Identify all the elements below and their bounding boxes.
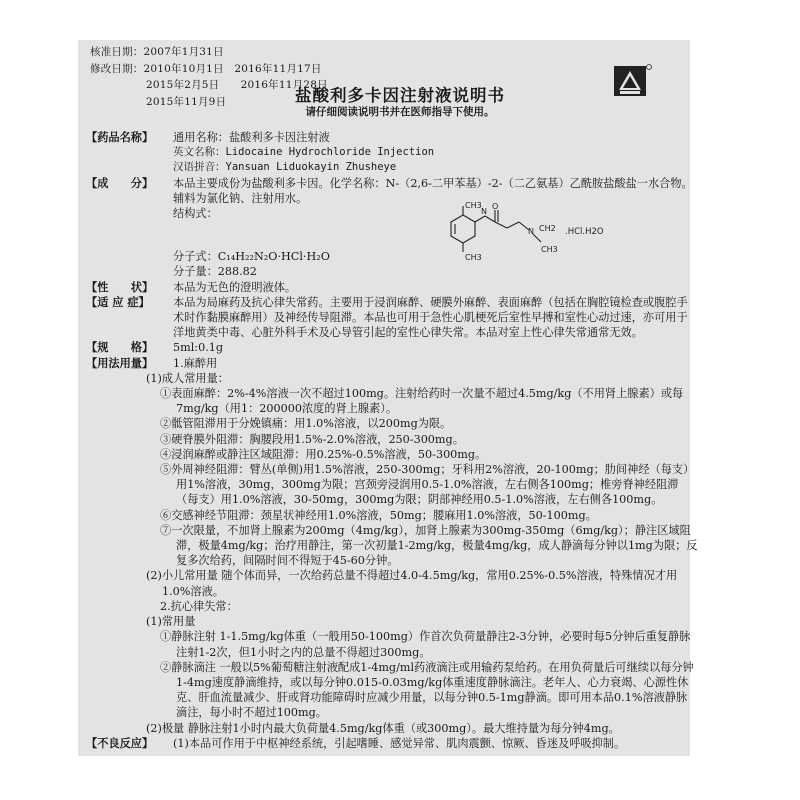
generic-name: 通用名称：盐酸利多卡因注射液: [173, 131, 330, 144]
usage-item: ⑤外周神经阻滞：臂丛(单侧)用1.5%溶液，250-300mg；牙科用2%溶液，20-100mg；肋间神经（每支）用1%溶液，30mg，300mg为限；宫颈旁浸润用0.5-1.0%溶液，左右侧各100mg；椎旁脊神经阻滞（每支）用1.0%溶液，30-50mg，300mg为限；阴部神经用0.5-1.0%溶液，左右侧各100mg。: [160, 463, 695, 507]
structure-label: 结构式：: [173, 207, 218, 221]
structural-formula: [443, 200, 643, 264]
character-text: 本品为无色的澄明液体。: [173, 280, 297, 294]
usage-item: ②骶管阻滞用于分娩镇痛：用1.0%溶液，以200mg为限。: [160, 417, 452, 431]
arrhythmia-item: ②静脉滴注 一般以5%葡萄糖注射液配成1-4mg/ml药液滴注或用输药泵给药。在用负荷量后可继续以每分钟1-4mg速度静滴维持，或以每分钟0.015-0.03mg/kg体重速度静脉滴注。老年人、心力衰竭、心源性休克、肝血流量减少、肝或肾功能障碍时应减少用量，以每分钟0.5-1mg静滴。即可用本品0.1%溶液静脉滴注，每小时不超过100mg。: [160, 660, 694, 720]
section-label: 【成 分】: [86, 175, 154, 190]
spec-text: 5ml:0.1g: [173, 341, 224, 355]
section-label: 【用法用量】: [86, 355, 154, 370]
approve-date-line: 核准日期：2007年1月31日: [90, 46, 224, 58]
section-character: [86, 280, 698, 295]
section-label: 【规 格】: [86, 340, 154, 355]
pinyin-name: 汉语拼音：Yansuan Liduokayin Zhusheye: [173, 161, 397, 174]
modify-date-line-2: 2015年2月5日 2016年11月28日: [146, 79, 328, 91]
section-spec: [86, 340, 698, 355]
adult-dose-heading: (1)成人常用量：: [146, 371, 229, 385]
section-indications: [86, 295, 698, 341]
svg-text:O: O: [492, 202, 499, 211]
usage-heading-anesthesia: 1.麻醉用: [173, 356, 218, 370]
arrhythmia-item: ①静脉注射 1-1.5mg/kg体重（一般用50-100mg）作首次负荷量静注2-3分钟，必要时每5分钟后重复静脉注射1-2次，但1小时之内的总量不得超过300mg。: [160, 630, 691, 659]
struct-salt: .HCl.H2O: [565, 227, 604, 237]
common-dose-heading: (1)常用量: [146, 615, 196, 629]
usage-item: ④浸润麻醉或静注区域阻滞：用0.25%-0.5%溶液，50-300mg。: [160, 447, 487, 461]
modify-date-line-3: 2015年11月9日: [146, 95, 227, 108]
usage-item: ⑦一次限量，不加肾上腺素为200mg（4mg/kg），加肾上腺素为300mg-350mg（6mg/kg）；静注区域阻滞，极量4mg/kg；治疗用静注，第一次初量1-2mg/kg，极量4mg/kg，成人静滴每分钟以1mg为限；反复多次给药，间隔时间不得短于45-60分钟。: [160, 523, 698, 568]
adverse-text: (1)本品可作用于中枢神经系统，引起嗜睡、感觉异常、肌肉震颤、惊厥、昏迷及呼吸抑制。: [173, 736, 626, 750]
section-label: 【性 状】: [86, 279, 154, 294]
document-title: 盐酸利多卡因注射液说明书: [295, 86, 505, 105]
section-label: 【不良反应】: [86, 735, 154, 750]
molecular-weight: 分子量：288.82: [173, 265, 257, 279]
section-adverse: [86, 736, 698, 751]
composition-text: 本品主要成份为盐酸利多卡因。化学名称：N-（2,6-二甲苯基）-2-（二乙氨基）乙酰胺盐酸盐一水合物。辅料为氯化钠、注射用水。: [173, 176, 693, 205]
modify-date-line-1: 修改日期：2010年10月1日 2016年11月17日: [90, 62, 322, 75]
section-label: 【药品名称】: [86, 130, 154, 144]
max-dose: (2)极量 静脉注射1小时内最大负荷量4.5mg/kg体重（或300mg）。最大维持量为每分钟4mg。: [146, 721, 620, 735]
usage-details: [86, 371, 698, 736]
indications-text: 本品为局麻药及抗心律失常药。主要用于浸润麻醉、硬膜外麻醉、表面麻醉（包括在胸腔镜检查或腹腔手术时作黏膜麻醉用）及神经传导阻滞。本品也可用于急性心肌梗死后室性早搏和室性心动过速，亦可用于洋地黄类中毒、心脏外科手术及心导管引起的室性心律失常。本品对室上性心律失常通常无效。: [173, 295, 688, 340]
section-usage: [86, 356, 698, 371]
struct-ch3-top: CH3: [465, 201, 482, 210]
molecular-formula: 分子式：C₁₄H₂₂N₂O·HCl·H₂O: [173, 250, 330, 264]
section-drug-name: [86, 130, 698, 176]
usage-heading-arrhythmia: 2.抗心律失常：: [160, 599, 238, 613]
section-label: 【适 应 症】: [86, 294, 150, 309]
usage-item: ①表面麻醉：2%-4%溶液一次不超过100mg。注射给药时一次量不超过4.5mg/kg（不用肾上腺素）或每7mg/kg（用1：200000浓度的肾上腺素）。: [160, 387, 684, 416]
svg-text:N: N: [481, 207, 487, 216]
struct-ch3-right: CH3: [541, 245, 558, 254]
struct-ch2: CH2: [539, 224, 556, 233]
english-name: 英文名称：Lidocaine Hydrochloride Injection: [173, 146, 435, 159]
usage-item: ③硬脊膜外阻滞：胸腰段用1.5%-2.0%溶液，250-300mg。: [160, 432, 464, 446]
document-subtitle: 请仔细阅读说明书并在医师指导下使用。: [305, 106, 495, 118]
struct-ch3-bottom: CH3: [465, 253, 482, 262]
svg-text:N: N: [528, 227, 534, 236]
child-dose: (2)小儿常用量 随个体而异，一次给药总量不得超过4.0-4.5mg/kg，常用0.25%-0.5%溶液，特殊情况才用1.0%溶液。: [146, 569, 678, 598]
usage-item: ⑥交感神经节阻滞：颈星状神经用1.0%溶液，50mg；腰麻用1.0%溶液，50-100mg。: [160, 508, 597, 522]
